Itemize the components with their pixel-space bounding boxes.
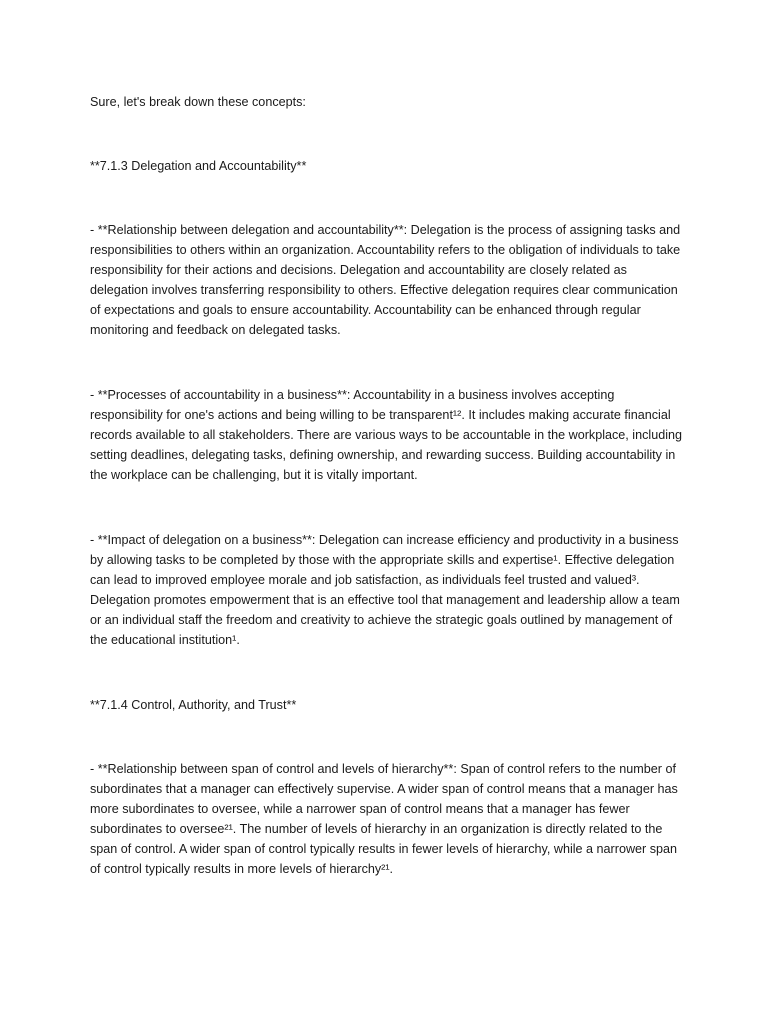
section-heading-7-1-3: **7.1.3 Delegation and Accountability** — [90, 159, 307, 173]
paragraph-span-of-control: - **Relationship between span of control and levels of hierarchy**: Span of control refers to the number of subordinates that a manager can effectively supervise. A wider span of control means that a manager has more subordinates to oversee, while a narrower span of control means that a manager has fewer subordinates to oversee²¹. The number of levels of hierarchy in an organization is directly related to the span of control. A wider span of control typically results in fewer levels of hierarchy, while a narrower span of control typically results in more levels of hierarchy²¹. — [90, 762, 678, 876]
document-page — [90, 92, 682, 924]
section-heading-7-1-4: **7.1.4 Control, Authority, and Trust** — [90, 698, 297, 712]
paragraph-delegation-accountability: - **Relationship between delegation and accountability**: Delegation is the process of assigning tasks and responsibilities to others within an organization. Accountability refers to the obligation of individuals to take responsibility for their actions and decisions. Delegation and accountability are closely related as delegation involves transferring responsibility to others. Effective delegation requires clear communication of expectations and goals to ensure accountability. Accountability can be enhanced through regular monitoring and feedback on delegated tasks. — [90, 223, 681, 337]
intro-text: Sure, let's break down these concepts: — [90, 95, 306, 109]
paragraph-impact-delegation: - **Impact of delegation on a business**: Delegation can increase efficiency and productivity in a business by allowing tasks to be completed by those with the appropriate skills and expertise¹. Effective delegation can lead to improved employee morale and job satisfaction, as individuals feel trusted and valued³. Delegation promotes empowerment that is an effective tool that management and leadership allow a team or an individual staff the freedom and creativity to achieve the strategic goals outlined by management of the educational institution¹. — [90, 533, 680, 647]
paragraph-processes-accountability: - **Processes of accountability in a business**: Accountability in a business involves accepting responsibility for one's actions and being willing to be transparent¹². It includes making accurate financial records available to all stakeholders. There are various ways to be accountable in the workplace, including setting deadlines, delegating tasks, defining ownership, and rewarding success. Building accountability in the workplace can be challenging, but it is vitally important. — [90, 388, 683, 482]
